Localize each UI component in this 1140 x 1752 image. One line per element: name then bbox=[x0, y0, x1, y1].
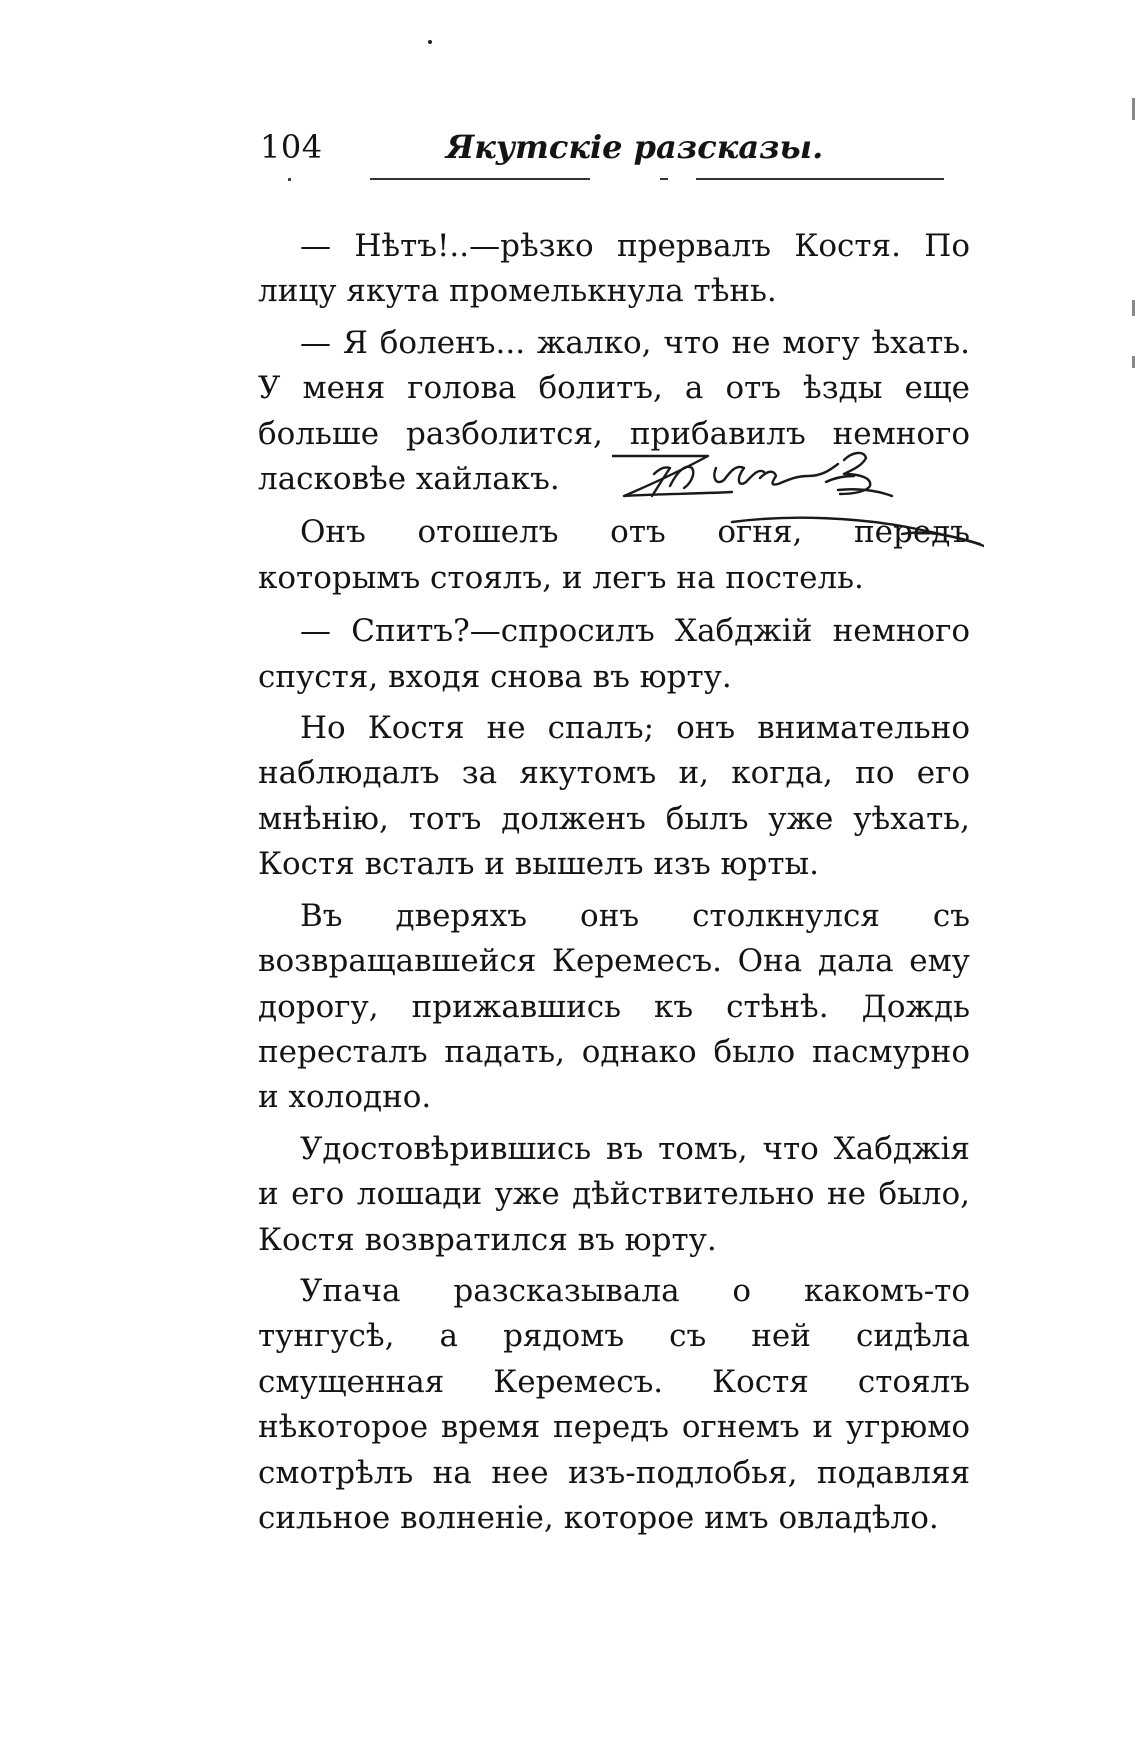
page-edge-mark bbox=[1132, 356, 1135, 368]
page-number: 104 bbox=[260, 128, 323, 166]
paragraph: — Нѣтъ!..—рѣзко прервалъ Костя. По лицу якута промелькнула тѣнь. bbox=[258, 228, 970, 310]
running-title: Якутскіе разсказы. bbox=[446, 128, 824, 166]
page-edge-mark bbox=[1132, 98, 1135, 120]
paragraph: Удостовѣрившись въ томъ, что Хабджія и его лошади уже дѣйствительно не было, Костя возвратился въ юрту. bbox=[258, 1130, 970, 1258]
body-text bbox=[258, 224, 970, 1547]
paragraph: Но Костя не спалъ; онъ внимательно наблюдалъ за якутомъ и, когда, по его мнѣнію, тотъ долженъ былъ уже уѣхать, Костя всталъ и вышелъ изъ юрты. bbox=[258, 710, 970, 883]
print-speck bbox=[428, 40, 432, 44]
header-rule-gap bbox=[590, 174, 660, 182]
paragraph: Въ дверяхъ онъ столкнулся съ возвращавшейся Керемесъ. Она дала ему дорогу, прижавшись къ стѣнѣ. Дождь пересталъ падать, однако было пасмурно и холодно. bbox=[258, 897, 970, 1116]
paragraph: — Я боленъ... жалко, что не могу ѣхать. У меня голова болитъ, а отъ ѣзды еще больше разболится, прибавилъ немного ласковѣе хайлакъ. bbox=[258, 324, 970, 498]
header-rule-dot bbox=[288, 178, 291, 181]
page-edge-mark bbox=[1132, 300, 1135, 316]
paragraph: Онъ отошелъ отъ огня, передъ которымъ стоялъ, и легъ на постель. bbox=[258, 514, 970, 596]
header-rule-gap bbox=[668, 174, 696, 182]
paragraph: — Спитъ?—спросилъ Хабджій немного спустя, входя снова въ юрту. bbox=[258, 613, 970, 695]
paragraph: Упача разсказывала о какомъ-то тунгусѣ, а рядомъ съ ней сидѣла смущенная Керемесъ. Костя стоялъ нѣкоторое время передъ огнемъ и угрюмо смотрѣлъ на нее изъ-подлобья, подавляя сильное волненіе, которое имъ овладѣло. bbox=[258, 1272, 970, 1536]
